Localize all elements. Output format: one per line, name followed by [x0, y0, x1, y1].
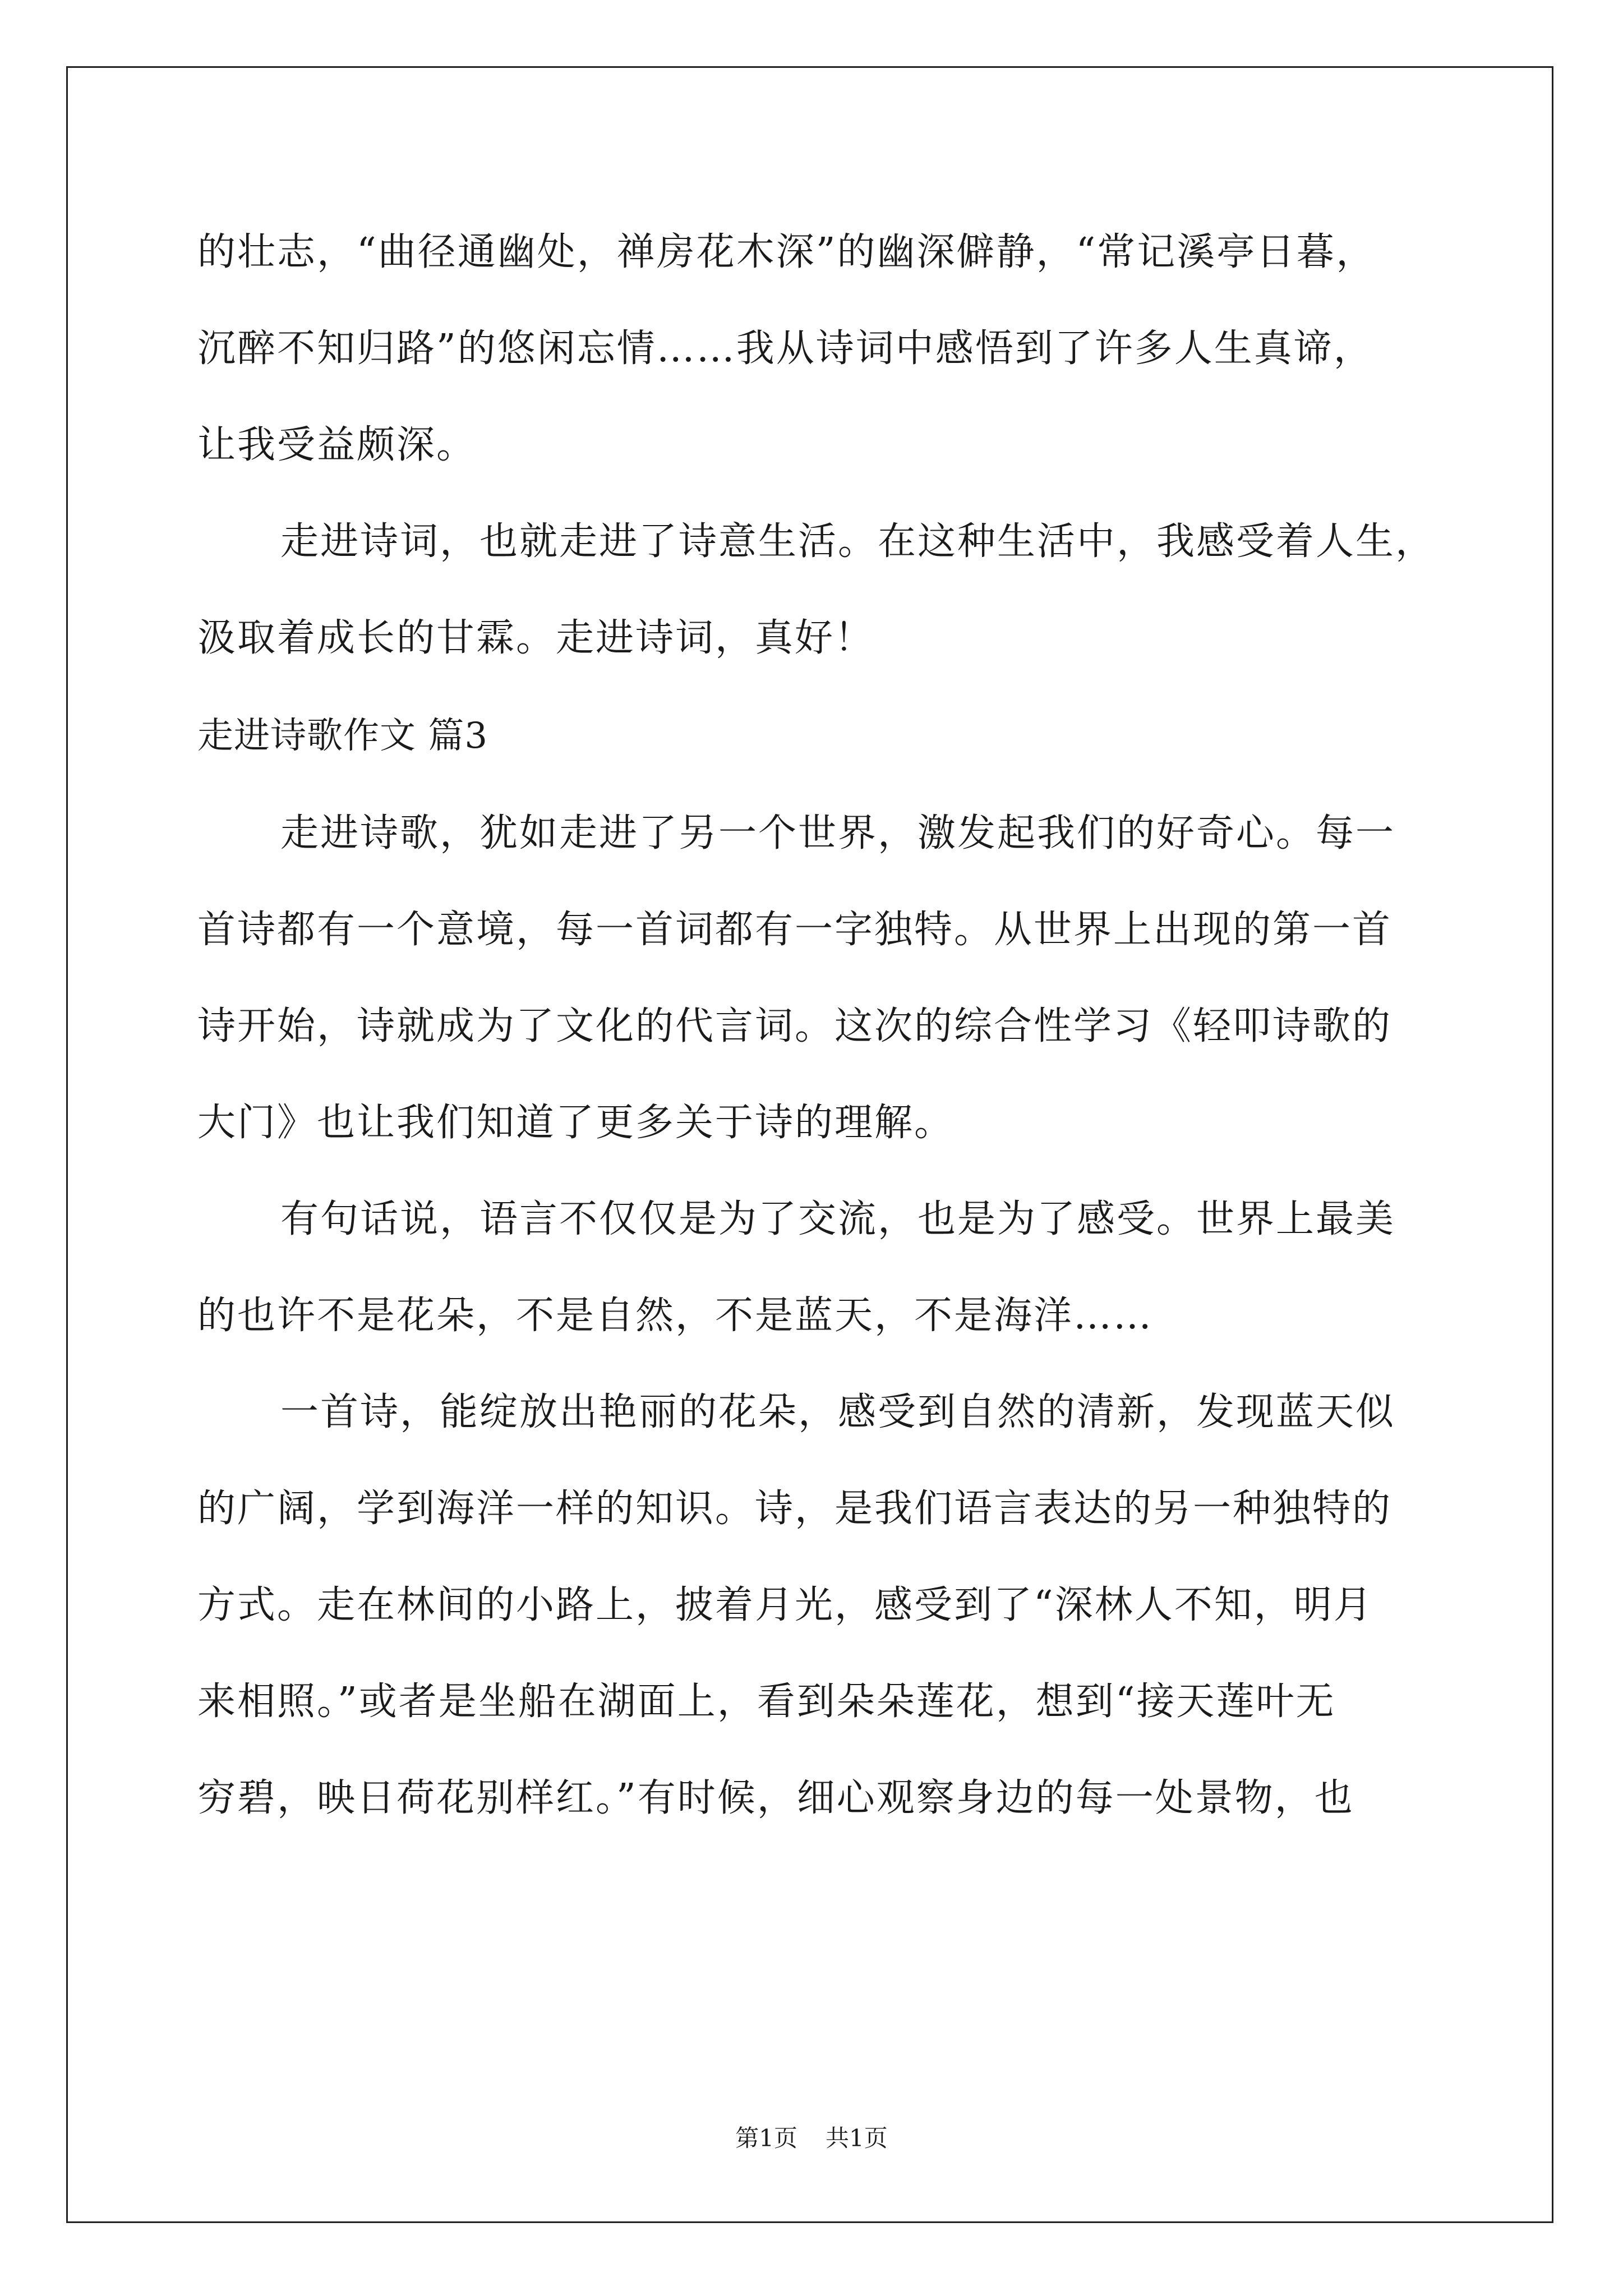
paragraph-line: 汲取着成长的甘霖。走进诗词，真好！ [197, 616, 875, 660]
page-total: 共1页 [826, 2124, 888, 2152]
paragraph-line: 的壮志，“曲径通幽处，禅房花木深”的幽深僻静，“常记溪亭日暮， [197, 230, 1376, 274]
paragraph-line: 诗开始，诗就成为了文化的代言词。这次的综合性学习《轻叩诗歌的 [197, 1004, 1393, 1048]
paragraph-line: 方式。走在林间的小路上，披着月光，感受到了“深林人不知，明月 [197, 1583, 1373, 1627]
paragraph-line: 走进诗歌，犹如走进了另一个世界，激发起我们的好奇心。每一 [280, 811, 1396, 855]
paragraph-line: 走进诗词，也就走进了诗意生活。在这种生活中，我感受着人生， [280, 519, 1436, 564]
paragraph-line: 穷碧，映日荷花别样红。”有时候，细心观察身边的每一处景物，也 [197, 1776, 1354, 1820]
paragraph-line: 首诗都有一个意境，每一首词都有一字独特。从世界上出现的第一首 [197, 908, 1393, 952]
page-number: 第1页 [735, 2124, 797, 2152]
paragraph-line: 的也许不是花朵，不是自然，不是蓝天，不是海洋…… [197, 1294, 1154, 1338]
paragraph-line: 让我受益颇深。 [197, 423, 477, 467]
paragraph-line: 沉醉不知归路”的悠闲忘情……我从诗词中感悟到了许多人生真谛， [197, 326, 1373, 371]
paragraph-line: 来相照。”或者是坐船在湖面上，看到朵朵莲花，想到“接天莲叶无 [197, 1680, 1336, 1724]
paragraph-line: 有句话说，语言不仅仅是为了交流，也是为了感受。世界上最美 [280, 1197, 1396, 1241]
paragraph-line: 大门》也让我们知道了更多关于诗的理解。 [197, 1101, 955, 1145]
page-footer [0, 2122, 1623, 2155]
paragraph-line: 一首诗，能绽放出艳丽的花朵，感受到自然的清新，发现蓝天似 [280, 1390, 1396, 1434]
paragraph-line: 的广阔，学到海洋一样的知识。诗，是我们语言表达的另一种独特的 [197, 1487, 1393, 1531]
section-heading: 走进诗歌作文 篇3 [197, 715, 488, 757]
